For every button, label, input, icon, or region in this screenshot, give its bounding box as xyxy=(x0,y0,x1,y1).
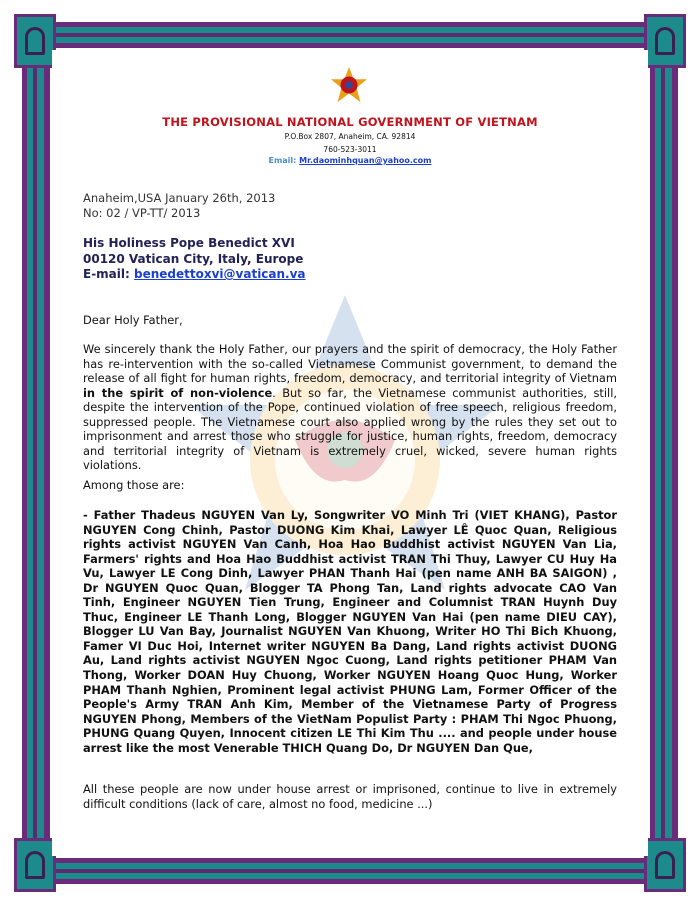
recipient-block xyxy=(83,236,306,283)
paragraph-intro-emphasis: in the spirit of non-violence xyxy=(83,385,273,400)
org-address: P.O.Box 2807, Anaheim, CA. 92814 xyxy=(284,132,416,141)
recipient-email-link[interactable]: benedettoxvi@vatican.va xyxy=(134,267,306,281)
emblem-icon xyxy=(330,66,368,104)
corner-ornament xyxy=(644,838,686,892)
org-email-link[interactable]: Mr.daominhquan@yahoo.com xyxy=(299,156,432,165)
date-block xyxy=(83,191,275,221)
prisoner-names-list: - Father Thadeus NGUYEN Van Ly, Songwriter VO Minh Tri (VIET KHANG), Pastor NGUYEN Cong Chinh, Pastor DUONG Kim Khai, Lawyer LÊ Quoc Quan, Religious rights activist NGUYEN Van Canh, Hoa Hao Buddhist activist NGUYEN Van Lia, Farmers' rights and Hoa Hao Buddhist activist TRAN Thi Thuy, Lawyer CU Huy Ha Vu, Lawyer LE Cong Dinh, Lawyer PHAN Thanh Hai (pen name ANH BA SAIGON) , Dr NGUYEN Quoc Quan, Blogger TA Phong Tan, Land rights advocate CAO Van Tinh, Engineer NGUYEN Tien Trung, Engineer and Columnist TRAN Huynh Duy Thuc, Engineer LE Thanh Long, Blogger NGUYEN Van Hai (pen name DIEU CAY), Blogger LU Van Bay, Journalist NGUYEN Van Khuong, Writer HO Thi Bich Khuong, Famer VI Duc Hoi, Internet writer NGUYEN Ba Dang, Land rights activist DUONG Au, Land rights activist NGUYEN Ngoc Cuong, Land rights petitioner PHAM Van Thong, Worker DOAN Huy Chuong, Worker NGUYEN Hoang Quoc Hung, Worker PHAM Thanh Nghien, Prominent legal activist PHUNG Lam, Former Officer of the People's Army TRAN Anh Kim, Member of the Vietnamese Party of Progress NGUYEN Phong, Members of the VietNam Populist Party : PHAM Thi Ngoc Phuong, PHUNG Quang Quyen, Innocent citizen LE Thi Kim Thu .... and people under house arrest like the most Venerable THICH Quang Do, Dr NGUYEN Dan Que, xyxy=(83,508,617,755)
org-title: THE PROVISIONAL NATIONAL GOVERNMENT OF VIETNAM xyxy=(162,115,538,129)
org-phone: 760-523-3011 xyxy=(323,145,377,154)
greeting: Dear Holy Father, xyxy=(83,313,183,327)
corner-ornament xyxy=(14,838,56,892)
among-heading: Among those are: xyxy=(83,478,185,492)
org-email-line xyxy=(0,156,700,165)
paragraph-conditions: All these people are now under house arrest or imprisoned, continue to live in extremely difficult conditions (lack of care, almost no food, medicine ...) xyxy=(83,782,617,811)
recipient-email-line xyxy=(83,267,306,283)
recipient-address: 00120 Vatican City, Italy, Europe xyxy=(83,251,304,266)
border-top xyxy=(22,22,678,48)
date-line: Anaheim,USA January 26th, 2013 xyxy=(83,191,276,205)
letterhead xyxy=(0,115,700,165)
corner-ornament xyxy=(644,14,686,68)
recipient-email-label: E-mail: xyxy=(83,267,130,281)
border-bottom xyxy=(22,858,678,884)
corner-ornament xyxy=(14,14,56,68)
recipient-name: His Holiness Pope Benedict XVI xyxy=(83,236,295,250)
paragraph-intro-part2: . But so far, the Vietnamese communist authorities, still, despite the intervention of the Pope, continued violation of free speech, religious freedom, suppressed people. The Vietnamese court also applied wrong by the rules they set out to imprisonment and arrest those who struggle for justice, human rights, freedom, democracy and territorial integrity of Vietnam is extremely cruel, wicked, severe human rights violations. xyxy=(83,385,617,472)
paragraph-intro-part1: We sincerely thank the Holy Father, our prayers and the spirit of democracy, the Holy Father has re-intervention with the so-called Vietnamese Communist government, to demand the release of all fight for human rights, freedom, democracy, and territorial integrity of Vietnam xyxy=(83,342,617,385)
reference-number: No: 02 / VP-TT/ 2013 xyxy=(83,206,201,220)
org-email-label: Email: xyxy=(268,156,297,165)
paragraph-intro xyxy=(83,342,617,473)
